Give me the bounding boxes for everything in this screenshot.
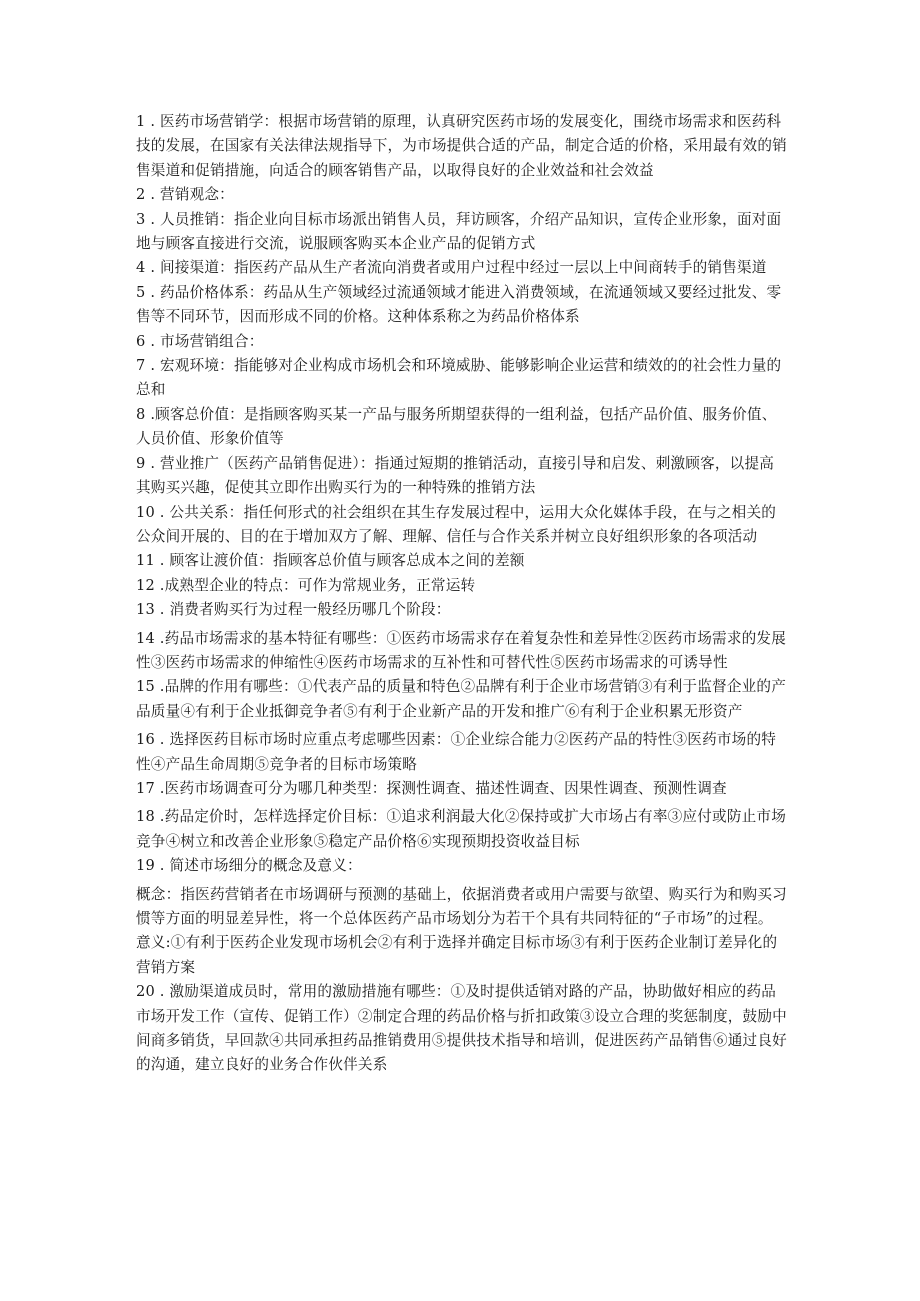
item-17: 17 .医药市场调查可分为哪几种类型：探测性调查、描述性调查、因果性调查、预测性调查 [136,779,727,797]
item-11: 11 . 顾客让渡价值：指顾客总价值与顾客总成本之间的差额 [136,552,525,570]
item-19-concept: 概念：指医药营销者在市场调研与预测的基础上，依据消费者或用户需要与欲望、购买行为和购买习惯等方面的明显差异性，将一个总体医药产品市场划分为若干个具有共同特征的“子市场”的过程。 [136,885,787,927]
item-5: 5 . 药品价格体系：药品从生产领域经过流通领域才能进入消费领域，在流通领域又要经过批发、零售等不同环节，因而形成不同的价格。这种体系称之为药品价格体系 [136,283,782,326]
item-6: 6 . 市场营销组合： [136,332,264,350]
item-14: 14 .药品市场需求的基本特征有哪些：①医药市场需求存在着复杂性和差异性②医药市场需求的发展性③医药市场需求的伸缩性④医药市场需求的互补性和可替代性⑤医药市场需求的可诱导性 [136,629,786,671]
item-13: 13 . 消费者购买行为过程一般经历哪几个阶段： [136,601,451,619]
item-7: 7 . 宏观环境：指能够对企业构成市场机会和环境威胁、能够影响企业运营和绩效的的社会性力量的总和 [136,357,782,399]
item-3: 3 . 人员推销：指企业向目标市场派出销售人员，拜访顾客，介绍产品知识，宣传企业形象，面对面地与顾客直接进行交流，说服顾客购买本企业产品的促销方式 [136,210,782,253]
item-15: 15 .品牌的作用有哪些：①代表产品的质量和特色②品牌有利于企业市场营销③有利于监督企业的产品质量④有利于企业抵御竞争者⑤有利于企业新产品的开发和推广⑥有利于企业积累无形资产 [136,678,786,720]
item-19: 19 . 简述市场细分的概念及意义： [136,857,362,875]
item-18: 18 .药品定价时，怎样选择定价目标：①追求利润最大化②保持或扩大市场占有率③应付或防止市场竞争④树立和改善企业形象⑤稳定产品价格⑥实现预期投资收益目标 [136,808,786,850]
document-body [136,110,788,1078]
item-12: 12 .成熟型企业的特点：可作为常规业务，正常运转 [136,576,476,594]
item-4: 4 . 间接渠道：指医药产品从生产者流向消费者或用户过程中经过一层以上中间商转手的销售渠道 [136,259,767,277]
item-1: 1 . 医药市场营销学：根据市场营销的原理，认真研究医药市场的发展变化，围绕市场需求和医药科技的发展，在国家有关法律法规指导下，为市场提供合适的产品，制定合适的价格，采用最有效的销售渠道和促销措施，向适合的顾客销售产品，以取得良好的企业效益和社会效益 [136,113,787,179]
item-8: 8 .顾客总价值：是指顾客购买某一产品与服务所期望获得的一组利益，包括产品价值、服务价值、人员价值、形象价值等 [136,405,777,448]
item-20: 20 . 激励渠道成员时，常用的激励措施有哪些：①及时提供适销对路的产品，协助做好相应的药品市场开发工作（宣传、促销工作）②制定合理的药品价格与折扣政策③设立合理的奖惩制度，鼓励中间商多销货，早回款④共同承担药品推销费用⑤提供技术指导和培训，促进医药产品销售⑥通过良好的沟通，建立良好的业务合作伙伴关系 [136,983,787,1074]
item-16: 16 . 选择医药目标市场时应重点考虑哪些因素：①企业综合能力②医药产品的特性③医药市场的特性④产品生命周期⑤竞争者的目标市场策略 [136,731,777,773]
item-9: 9 . 营业推广（医药产品销售促进）：指通过短期的推销活动，直接引导和启发、刺激顾客，以提高其购买兴趣，促使其立即作出购买行为的一种特殊的推销方法 [136,454,775,497]
item-19-significance: 意义:①有利于医药企业发现市场机会②有利于选择并确定目标市场③有利于医药企业制订差异化的营销方案 [136,934,778,976]
item-10: 10 . 公共关系：指任何形式的社会组织在其生存发展过程中，运用大众化媒体手段，在与之相关的公众间开展的、目的在于增加双方了解、理解、信任与合作关系并树立良好组织形象的各项活动 [136,503,777,545]
item-2: 2 . 营销观念： [136,186,234,204]
